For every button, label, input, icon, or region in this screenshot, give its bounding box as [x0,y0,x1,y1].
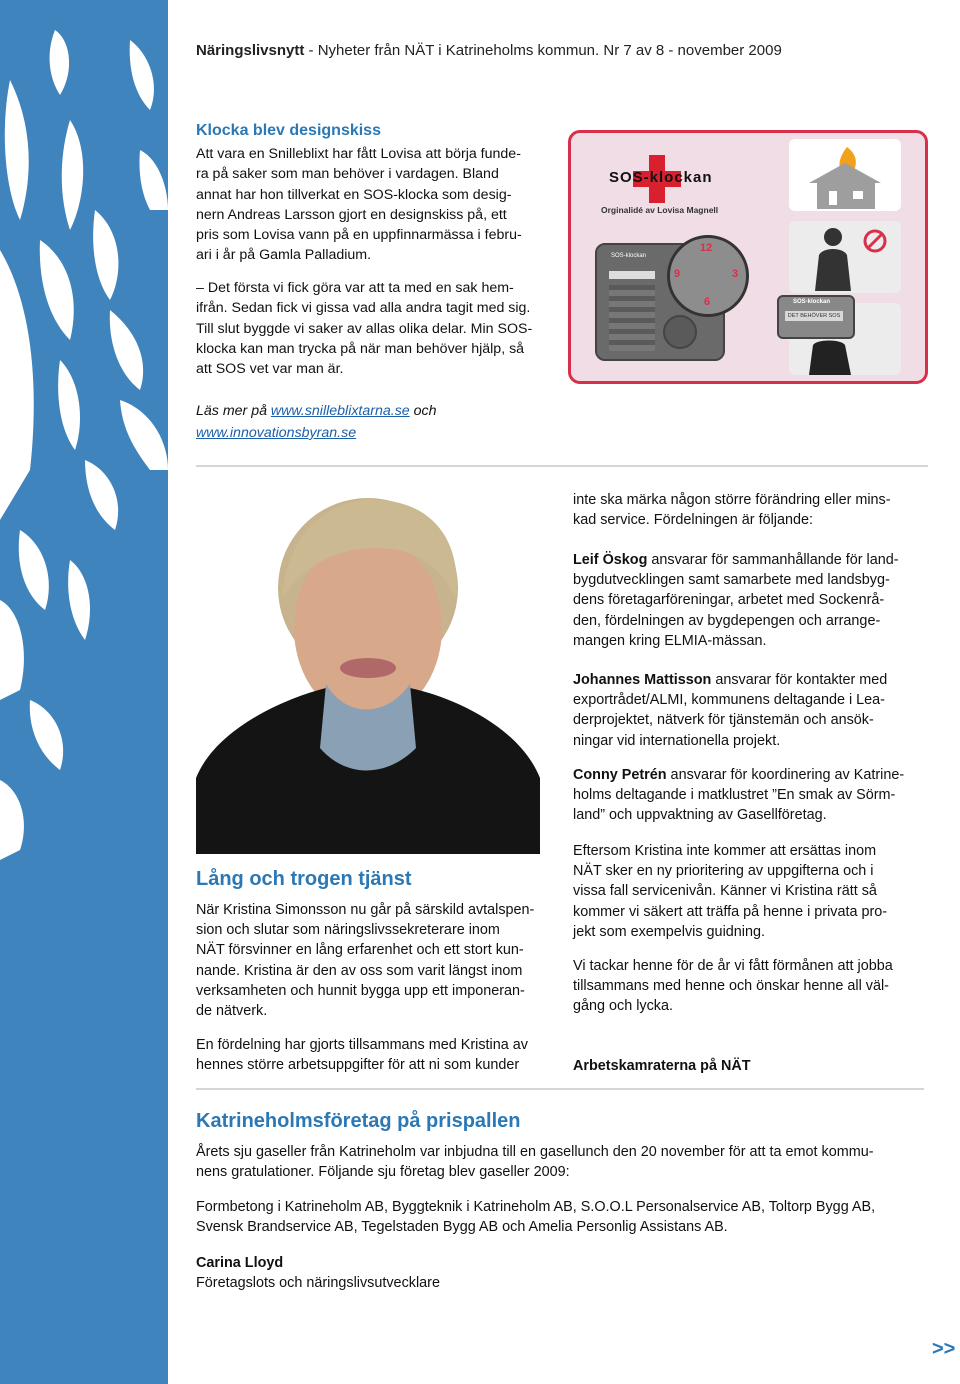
article-clock-title: Klocka blev designskiss [196,122,381,139]
sos-clock-illustration [568,130,928,384]
text-line: inte ska märka någon större förändring eller mins- [573,492,891,508]
device-logo: SOS-klockan [611,253,647,259]
small-device [777,295,855,339]
small-device-logo: SOS-klockan [793,299,831,305]
text-line: En fördelning har gjorts tillsammans med Kristina av [196,1037,528,1053]
person-conny [573,765,933,826]
article-service-para2 [196,1035,556,1075]
person-name: Johannes Mattisson [573,672,712,688]
text-line: ansvarar för sammanhållande för land- [647,552,899,568]
text-line: bygdutvecklingen samt samarbete med landsbyg- [573,572,890,589]
text-line: den, fördelningen av bygdepengen och arrange- [573,612,881,629]
clock-face [667,235,749,317]
text-line: pris som Lovisa vann på en uppfinnarmässa i febru- [196,227,522,244]
issue-info: - Nyheter från NÄT i Katrineholms kommun. Nr 7 av 8 - november 2009 [304,42,782,59]
page-header [196,42,916,59]
text-line: Formbetong i Katrineholm AB, Byggteknik i Katrineholm AB, S.O.O.L Personalservice AB, Toltorp Bygg AB, [196,1199,876,1215]
text-line: annat har hon tillverkat en SOS-klocka som desig- [196,186,512,203]
clock-number: 6 [704,296,711,308]
tree-silhouette-decoration [0,0,168,1384]
text-line: NÄT försvinner en lång erfarenhet och ett stort kun- [196,942,524,959]
article-service-title: Lång och trogen tjänst [196,868,412,890]
text-line: klocka kan man trycka på när man behöver hjälp, så [196,340,525,357]
thanks-paragraph [573,956,933,1017]
text-line: kad service. Fördelningen är följande: [573,512,813,529]
person-name: Conny Petrén [573,767,667,783]
text-line: nern Andreas Larsson gjort en designskiss på, ett [196,206,507,223]
text-line: Att vara en Snilleblixt har fått Lovisa att börja funde- [196,146,521,162]
person-johannes [573,670,933,751]
article-gaseller-intro [196,1142,926,1182]
link-snilleblixtarna[interactable]: www.snilleblixtarna.se [270,403,410,419]
article-gaseller-title: Katrineholmsföretag på prispallen [196,1110,521,1132]
text-line: nens gratulationer. Följande sju företag blev gaseller 2009: [196,1164,570,1181]
clock-number: 9 [674,268,681,280]
text-line: tillsammans med henne och önskar henne all väl- [573,978,889,995]
text-line: nande. Kristina är den av oss som varit längst inom [196,962,523,979]
device-display [609,271,655,279]
divider [196,465,928,467]
text-line: Vi tackar henne för de år vi fått förmånen att jobba [573,958,893,974]
text-line: holms deltagande i matklustret ”En smak av Sörm- [573,787,896,804]
speaker-icon [663,315,697,349]
text-line: ifrån. Sedan fick vi gissa vad alla andra tagit med sig. [196,300,531,317]
text-line: exportrådet/ALMI, kommunens deltagande i Lea- [573,692,885,709]
text-line: ningar vid internationella projekt. [573,732,781,749]
text-line: land” och uppvaktning av Gasellföretag. [573,807,827,824]
article-clock-quote [196,278,556,379]
text-line: de nätverk. [196,1003,268,1020]
person-leif [573,550,933,651]
house-fire-icon [789,139,901,211]
text-line: att SOS vet var man är. [196,361,344,378]
author-title: Företagslots och näringslivsutvecklare [196,1275,440,1292]
text-line: ari i år på Gamla Palladium. [196,247,372,264]
text-line: hennes större arbetsuppgifter för att ni som kunder [196,1057,520,1074]
sos-caption: Orginalidé av Lovisa Magnell [601,205,719,215]
clock-number: 12 [700,242,713,254]
text-line: ra på saker som man behöver i vardagen. Bland [196,166,499,183]
next-page-link[interactable]: >> [932,1338,956,1360]
article-clock-intro [196,144,556,266]
text-line: jekt som exempelvis guidning. [573,923,765,940]
text-line: sion och slutar som näringslivssekreterare inom [196,922,500,939]
sos-logo-text: SOS-klockan [609,169,713,186]
sos-logo [601,153,781,225]
divider [196,1088,924,1090]
text-line: När Kristina Simonsson nu går på särskild avtalspen- [196,902,535,918]
text-line: Svensk Brandservice AB, Tegelstaden Bygg AB och Amelia Personlig Assistans AB. [196,1219,728,1236]
article-service-body [196,900,556,1021]
text-line: ansvarar för kontakter med [711,672,888,688]
author-name: Carina Lloyd [196,1255,284,1271]
person-silhouette-icon [789,221,901,293]
text-line: Eftersom Kristina inte kommer att ersättas inom [573,843,877,859]
text-line: NÄT sker en ny prioritering av uppgifterna och i [573,863,874,880]
portrait-image [196,478,540,854]
text-line: ansvarar för koordinering av Katrine- [666,767,905,783]
clock-number: 3 [732,268,739,280]
text-line: – Det första vi fick göra var att ta med en sak hem- [196,280,514,296]
read-more-mid: och [409,403,437,419]
read-more [196,400,437,444]
small-device-screen: DET BEHÖVER SOS [785,311,843,321]
read-more-prefix: Läs mer på [196,403,271,419]
text-line: verksamheten och hunnit bygga upp ett imponeran- [196,982,525,999]
text-line: vissa fall servicenivån. Känner vi Kristina rätt så [573,883,877,900]
text-line: kommer vi säkert att träffa på henne i privata pro- [573,903,888,920]
article-gaseller-companies [196,1197,926,1237]
author-block [196,1253,440,1293]
house-fire-panel [789,139,901,211]
person-panel [789,221,901,293]
link-innovationsbyran[interactable]: www.innovationsbyran.se [196,425,357,441]
text-line: Till slut byggde vi saker av allas olika delar. Min SOS- [196,320,533,337]
portrait-photo [196,478,540,854]
decorative-sidebar [0,0,168,1384]
right-intro [573,490,933,530]
text-line: gång och lycka. [573,998,673,1015]
signature: Arbetskamraterna på NÄT [573,1058,751,1074]
publication-name: Näringslivsnytt [196,42,305,59]
text-line: dens företagarföreningar, arbetet med Sockenrå- [573,592,885,609]
person-name: Leif Öskog [573,552,648,568]
text-line: mangen kring ELMIA-mässan. [573,632,767,649]
text-line: derprojektet, nätverk för tjänstemän och ansök- [573,712,874,729]
text-line: Årets sju gaseller från Katrineholm var inbjudna till en gasellunch den 20 november för att ta emot kommu- [196,1144,874,1160]
closing-paragraph [573,841,933,942]
device-keypad [609,285,655,351]
